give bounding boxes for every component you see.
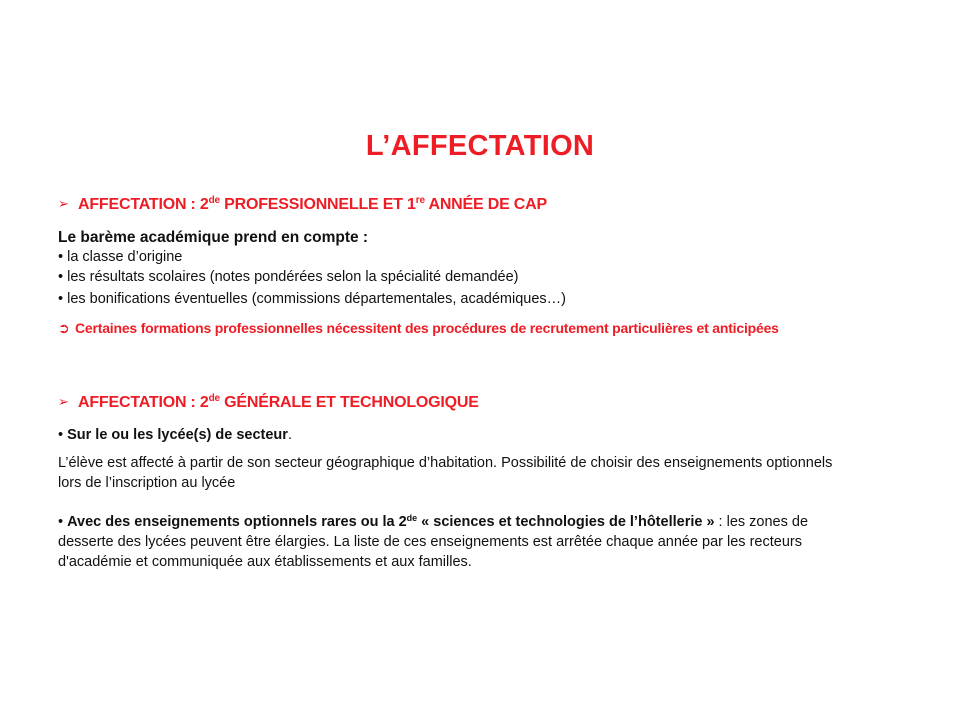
sector-paragraph: L’élève est affecté à partir de son secteur géographique d’habitation. Possibilité de choisir des enseignements optionnels lors de l’inscription au lycée bbox=[58, 455, 833, 491]
rare-options-paragraph: • Avec des enseignements optionnels rares ou la 2de « sciences et technologies de l’hôtellerie » : les zones de desserte des lycées peuvent être élargies. La liste de ces enseignements est arrêtée chaque année par les recteurs d'académie et communiquée aux établissements et aux familles. bbox=[58, 513, 809, 570]
right-arrow-icon: ➲ bbox=[58, 320, 70, 336]
arrowhead-bullet-icon: ➢ bbox=[58, 196, 69, 211]
sector-point: • Sur le ou les lycée(s) de secteur. bbox=[58, 427, 292, 443]
list-item: • les résultats scolaires (notes pondérées selon la spécialité demandée) bbox=[58, 269, 519, 285]
page-title: L’AFFECTATION bbox=[365, 130, 595, 162]
arrowhead-bullet-icon: ➢ bbox=[58, 394, 69, 409]
list-item: • les bonifications éventuelles (commissions départementales, académiques…) bbox=[58, 291, 566, 307]
list-item: • la classe d’origine bbox=[58, 249, 183, 265]
section-heading-professional: ➢ AFFECTATION : 2de PROFESSIONNELLE ET 1re ANNÉE DE CAP bbox=[58, 195, 547, 213]
recruitment-note: ➲ Certaines formations professionnelles nécessitent des procédures de recrutement particulières et anticipées bbox=[58, 320, 779, 336]
section-heading-general: ➢ AFFECTATION : 2de GÉNÉRALE ET TECHNOLOGIQUE bbox=[58, 393, 479, 411]
bareme-intro: Le barème académique prend en compte : bbox=[58, 229, 369, 246]
